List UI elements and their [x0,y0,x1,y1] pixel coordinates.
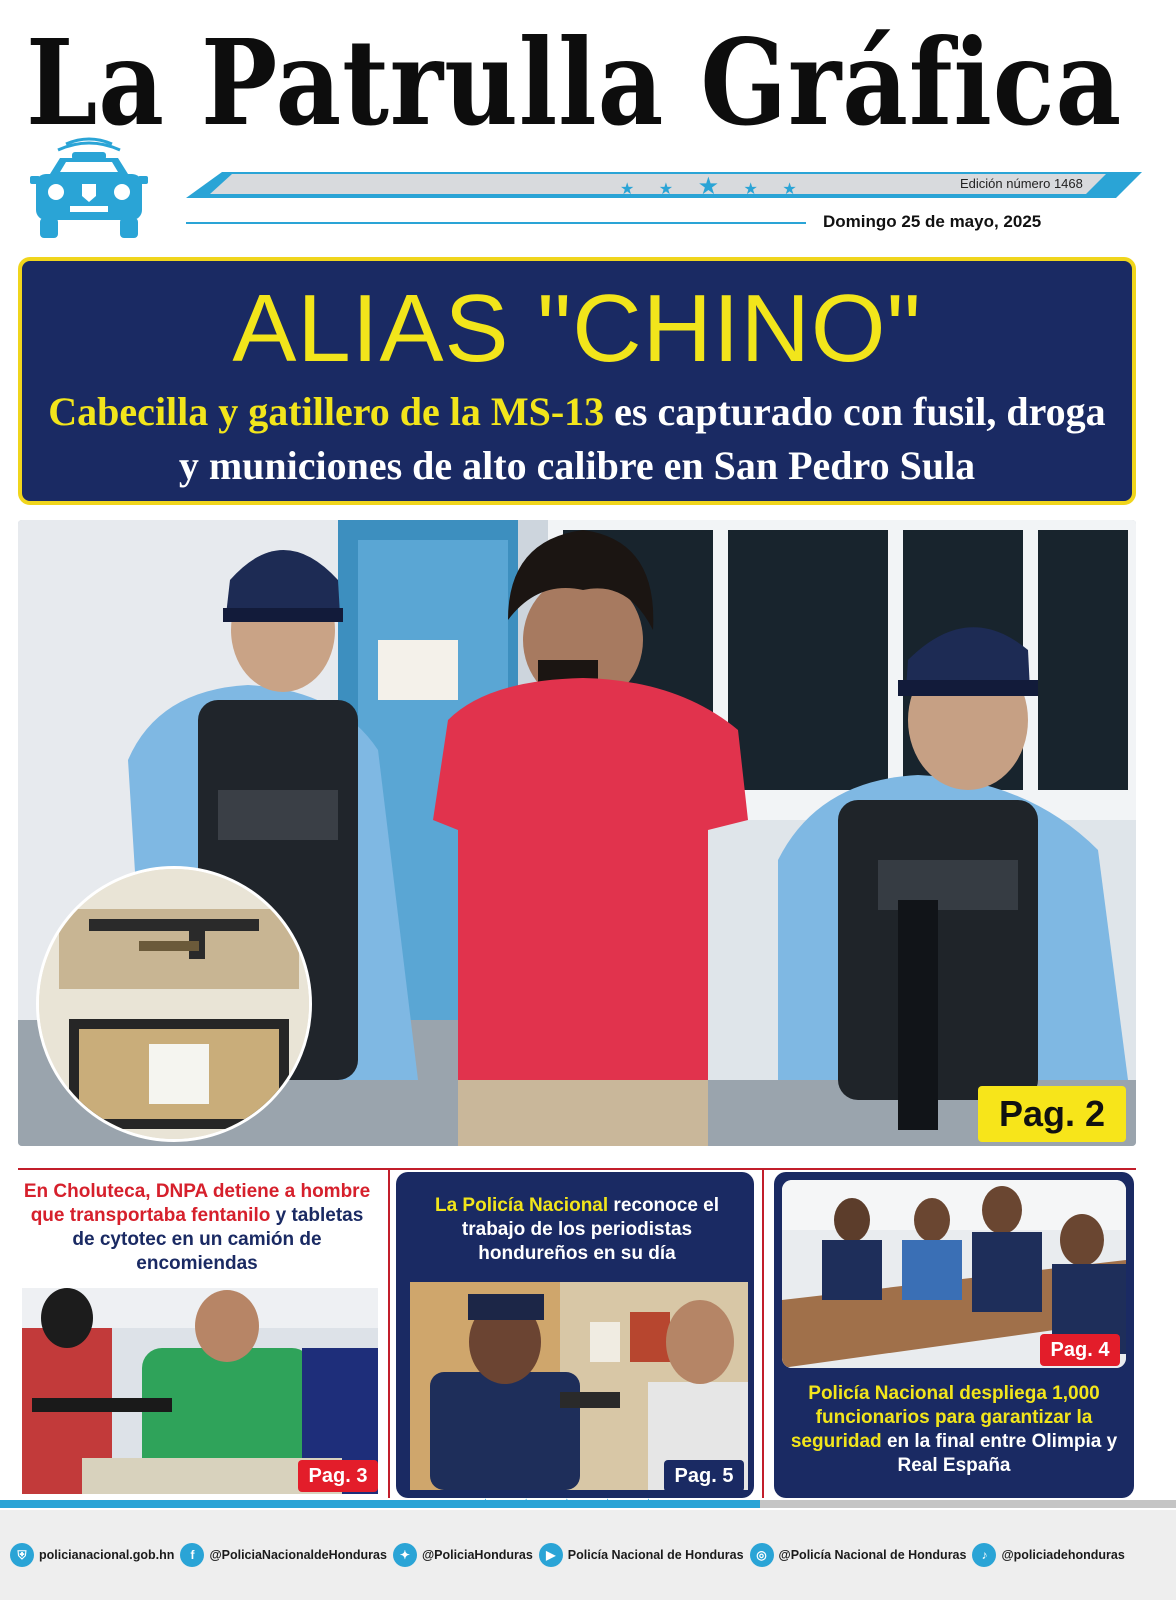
footer-website-label: policianacional.gob.hn [39,1548,175,1562]
footer-youtube-link[interactable] [539,1543,744,1567]
page-tag-story-3: Pag. 4 [1040,1334,1120,1366]
tiktok-icon: ♪ [972,1543,996,1567]
footer-youtube-label: Policía Nacional de Honduras [567,1548,744,1562]
section-divider [18,1168,1136,1170]
police-car-logo-icon [30,136,148,242]
issue-date: Domingo 25 de mayo, 2025 [823,212,1042,231]
footer-facebook-link[interactable] [180,1543,387,1567]
footer-twitter-label: @PoliciaHonduras [421,1548,533,1562]
headline-box [18,257,1136,505]
story-2-title-rest: reconoce el trabajo de los periodistas hondureños en su día [461,1195,720,1264]
story-2-photo [410,1282,748,1490]
web-icon: ⛨ [10,1543,34,1567]
column-divider-2 [762,1168,764,1498]
footer-tiktok-label: @policiadehonduras [1001,1548,1125,1562]
inset-photo-seized-items [36,866,312,1142]
column-divider-1 [388,1168,390,1498]
footer-website-link[interactable] [10,1543,174,1567]
story-2-photo-illustration [410,1282,748,1490]
edition-number: Edición número 1468 [960,176,1083,191]
story-2-title-highlight: La Policía Nacional [434,1195,609,1216]
footer-instagram-link[interactable] [750,1543,967,1567]
footer-facebook-label: @PoliciaNacionaldeHonduras [209,1548,387,1562]
story-3-title-part-2: en la final entre Olimpia y Real España [881,1431,1118,1476]
page-tag-story-1: Pag. 3 [298,1460,378,1492]
headline-main: ALIAS "CHINO" [232,275,922,382]
date-rule [186,222,806,224]
twitter-icon: ✦ [393,1543,417,1567]
page-tag-main: Pag. 2 [978,1086,1126,1142]
footer-stripe-gray [760,1500,1176,1508]
page-tag-story-2: Pag. 5 [664,1460,744,1492]
footer-stars-decoration: ★★★★★ [480,1496,684,1510]
stars-decoration: ★ ★ ★ ★ ★ [620,173,807,200]
story-1-title-red: En Choluteca, DNPA detiene a hombre que transportaba fentanilo [23,1181,371,1226]
masthead [0,0,1176,250]
story-1-title-navy: y tabletas de cytotec en un camión de encomiendas [72,1205,364,1274]
story-2-title [412,1194,742,1266]
headline-subtitle-rest: es capturado con fusil, droga y municiones de alto calibre en San Pedro Sula [178,389,1106,488]
headline-subtitle [42,385,1112,493]
instagram-icon: ◎ [750,1543,774,1567]
story-3-title-part-1: Policía Nacional despliega 1,000 funcionarios para garantizar la [808,1383,1100,1428]
footer-instagram-label: @Policía Nacional de Honduras [778,1548,967,1562]
newspaper-title: La Patrulla Gráfica [26,13,1123,152]
seized-items-illustration [39,869,312,1142]
footer-tiktok-link[interactable] [972,1543,1124,1567]
youtube-icon: ▶ [539,1543,563,1567]
footer-social-bar [0,1510,1176,1600]
story-3-title [786,1382,1122,1478]
footer-twitter-link[interactable] [393,1543,533,1567]
story-1-title [22,1180,372,1276]
facebook-icon: f [180,1543,204,1567]
headline-subtitle-highlight: Cabecilla y gatillero de la MS-13 [48,389,605,434]
story-3-title-highlight: seguridad [790,1431,882,1452]
